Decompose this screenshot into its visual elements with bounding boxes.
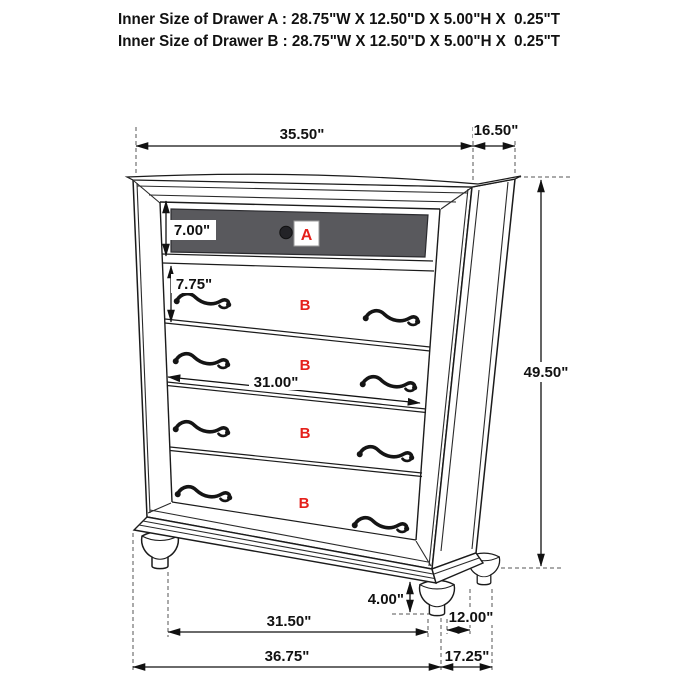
drawer-b4-label: B bbox=[298, 495, 310, 512]
header-line-drawer-a: Inner Size of Drawer A : 28.75"W X 12.50"D X 5.00"H X 0.25"T bbox=[118, 11, 561, 28]
dim-base-width-label: 36.75" bbox=[264, 648, 310, 665]
drawer-a-knob-icon bbox=[280, 226, 292, 238]
dim-leg-depth-label: 12.00" bbox=[448, 609, 494, 626]
drawer-a-label: A bbox=[300, 227, 313, 244]
drawer-b2-label: B bbox=[299, 357, 311, 374]
dim-base-depth-label: 17.25" bbox=[444, 648, 490, 665]
header-line-drawer-b: Inner Size of Drawer B : 28.75"W X 12.50"D X 5.00"H X 0.25"T bbox=[118, 33, 561, 50]
dim-top-depth-label: 16.50" bbox=[473, 122, 519, 139]
dim-top-width-label: 35.50" bbox=[279, 126, 325, 143]
dim-interior-width-label: 31.00" bbox=[253, 374, 299, 391]
drawer-b1-label: B bbox=[299, 297, 311, 314]
drawer-b3-label: B bbox=[299, 425, 311, 442]
dim-drawer-b-height-label: 7.75" bbox=[175, 276, 213, 293]
dim-foot-height-label: 4.00" bbox=[367, 591, 404, 608]
dim-drawer-a-height-label: 7.00" bbox=[173, 222, 211, 239]
dim-overall-height-label: 49.50" bbox=[523, 364, 569, 381]
chest-drawing bbox=[127, 174, 521, 615]
dim-leg-width-label: 31.50" bbox=[266, 613, 312, 630]
